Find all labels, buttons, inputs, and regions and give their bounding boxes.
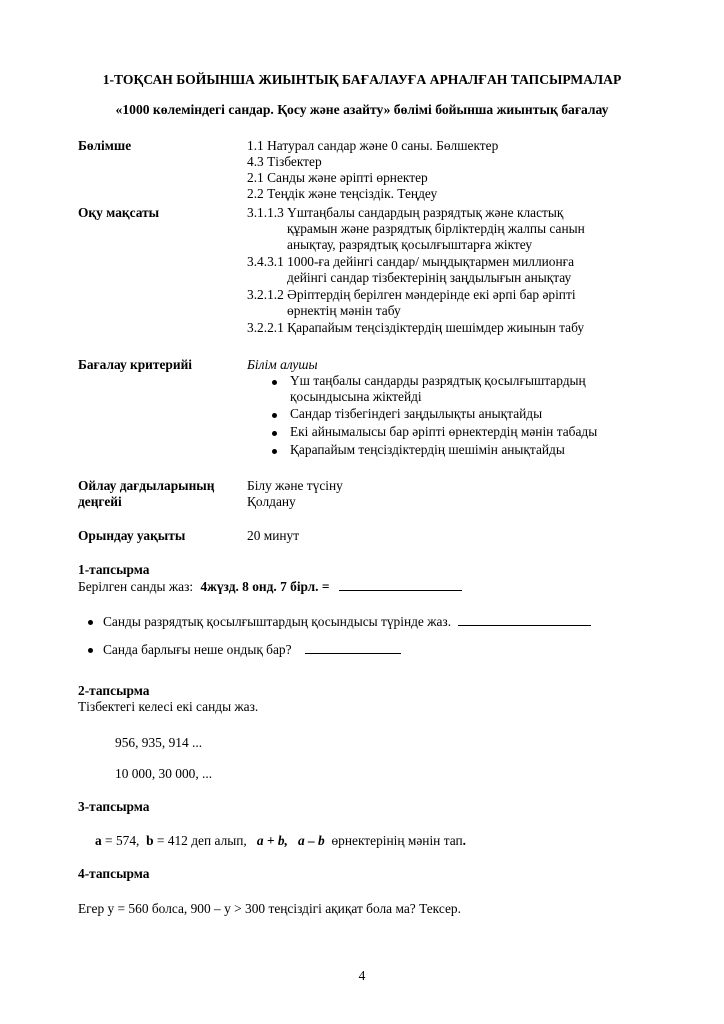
criteria-item-1: Үш таңбалы сандарды разрядтық қосылғыштардың — [290, 373, 586, 388]
bullet-icon — [272, 413, 277, 418]
task1-number: 4жүзд. 8 онд. 7 бірл. = — [200, 579, 330, 594]
task3-line: a = 574, b = 412 деп алып, a + b, a – b өрнектерінің мәнін тап. — [95, 833, 467, 848]
task1-answer-line[interactable] — [339, 578, 462, 591]
task1-bullet-1: Санды разрядтық қосылғыштардың қосындысы түрінде жаз. — [103, 613, 591, 630]
page-subtitle: «1000 көлеміндегі сандар. Қосу және азайту» бөлімі бойынша жиынтық бағалау — [115, 102, 609, 117]
page-number: 4 — [358, 968, 366, 983]
bullet-icon — [272, 449, 277, 454]
bullet-icon — [88, 648, 93, 653]
task1-line — [78, 578, 462, 595]
criteria-item-3: Екі айнымалысы бар әріпті өрнектердің мәнін табады — [290, 424, 598, 439]
thinking-label-2: деңгейі — [78, 494, 122, 509]
task2-prompt: Тізбектегі келесі екі санды жаз. — [78, 699, 259, 714]
time-label: Орындау уақыты — [78, 528, 186, 543]
section-label: Бөлімше — [78, 138, 132, 153]
task1-bullet1-answer-line[interactable] — [458, 613, 591, 626]
thinking-level-1: Білу және түсіну — [247, 478, 343, 493]
criteria-item-1-cont: қосындысына жіктейді — [290, 389, 422, 404]
criteria-label: Бағалау критерийі — [78, 357, 193, 372]
thinking-label-1: Ойлау дағдыларының — [78, 478, 215, 493]
criteria-intro: Білім алушы — [247, 357, 318, 372]
task1-bullet-2: Санда барлығы неше ондық бар? — [103, 641, 401, 658]
task2-heading: 2-тапсырма — [78, 683, 150, 698]
criteria-item-2: Сандар тізбегіндегі заңдылықты анықтайды — [290, 406, 543, 421]
objective-line-2: құрамын және разрядтық бірліктердің жалпы санын — [287, 221, 585, 236]
thinking-level-2: Қолдану — [247, 494, 296, 509]
objective-line-3: анықтау, разрядтық қосылғыштарға жіктеу — [287, 237, 533, 252]
task2-sequence-1: 956, 935, 914 ... — [115, 735, 203, 750]
task4-heading: 4-тапсырма — [78, 866, 150, 881]
bullet-icon — [272, 380, 277, 385]
task2-sequence-2: 10 000, 30 000, ... — [115, 766, 213, 781]
task3-heading: 3-тапсырма — [78, 799, 150, 814]
task4-text: Егер у = 560 болса, 900 – у > 300 теңсіздігі ақиқат бола ма? Тексер. — [78, 901, 461, 916]
task1-prompt: Берілген санды жаз: — [78, 579, 194, 594]
section-line-4: 2.2 Теңдік және теңсіздік. Теңдеу — [247, 186, 438, 201]
objective-line-6: 3.2.1.2 Әріптердің берілген мәндерінде екі әрпі бар әріпті — [247, 287, 576, 302]
section-line-3: 2.1 Санды және әріпті өрнектер — [247, 170, 428, 185]
task1-heading: 1-тапсырма — [78, 562, 150, 577]
criteria-item-4: Қарапайым теңсіздіктердің шешімін анықтайды — [290, 442, 565, 457]
section-line-1: 1.1 Натурал сандар және 0 саны. Бөлшектер — [247, 138, 499, 153]
task1-bullet2-answer-line[interactable] — [305, 641, 401, 654]
objective-line-7: өрнектің мәнін табу — [287, 303, 401, 318]
objective-line-4: 3.4.3.1 1000-ға дейінгі сандар/ мыңдықтармен миллионға — [247, 254, 575, 269]
bullet-icon — [272, 431, 277, 436]
objective-line-8: 3.2.2.1 Қарапайым теңсіздіктердің шешімдер жиынын табу — [247, 320, 585, 335]
section-line-2: 4.3 Тізбектер — [247, 154, 322, 169]
objective-line-1: 3.1.1.3 Үштаңбалы сандардың разрядтық және кластық — [247, 205, 564, 220]
time-value: 20 минут — [247, 528, 300, 543]
bullet-icon — [88, 620, 93, 625]
objective-line-5: дейінгі сандар тізбектерінің заңдылығын анықтау — [287, 270, 572, 285]
objectives-label: Оқу мақсаты — [78, 205, 160, 220]
page-title: 1-ТОҚСАН БОЙЫНША ЖИЫНТЫҚ БАҒАЛАУҒА АРНАЛҒАН ТАПСЫРМАЛАР — [102, 72, 622, 87]
